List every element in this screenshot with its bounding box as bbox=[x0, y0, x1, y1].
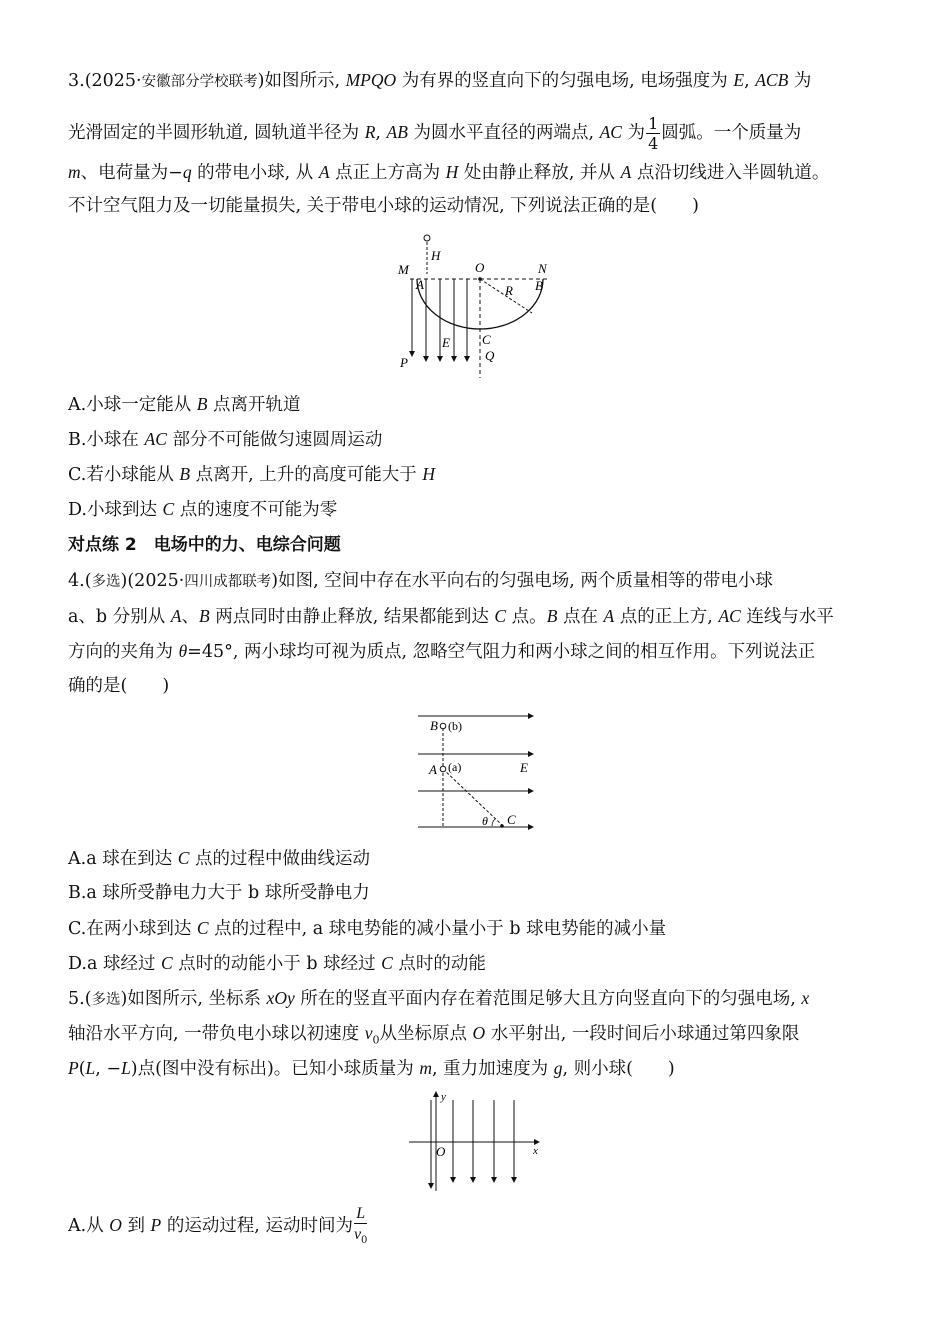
label-N: N bbox=[538, 261, 547, 276]
fraction-one-quarter: $\frac{1}{4}$ bbox=[648, 113, 659, 153]
label-x: x bbox=[533, 1145, 538, 1157]
q3-option-a: A.小球一定能从 B 点离开轨道 bbox=[68, 394, 301, 415]
label-E: E bbox=[520, 760, 528, 775]
q4-line-3: 方向的夹角为 θ=45°, 两小球均可视为质点, 忽略空气阻力和两小球之间的相互作用。下列说法正 bbox=[68, 641, 816, 662]
q5-line-1: 5.(多选)如图所示, 坐标系 xOy 所在的竖直平面内存在着范围足够大且方向竖直向下的匀强电场, x bbox=[68, 988, 810, 1009]
q4-horizontal-field-diagram bbox=[414, 708, 539, 836]
label-M: M bbox=[398, 262, 409, 277]
q4-option-d: D.a 球经过 C 点时的动能小于 b 球经过 C 点时的动能 bbox=[68, 953, 486, 974]
label-P: P bbox=[400, 355, 408, 370]
q4-line-1: 4.(多选)(2025·四川成都联考)如图, 空间中存在水平向右的匀强电场, 两个质量相等的带电小球 bbox=[68, 571, 773, 591]
center-point bbox=[478, 277, 482, 281]
ball-icon bbox=[424, 235, 430, 241]
label-H: H bbox=[431, 248, 441, 263]
label-A: A bbox=[429, 762, 437, 777]
q4-option-b: B.a 球所受静电力大于 b 球所受静电力 bbox=[68, 883, 370, 903]
q4-option-a: A.a 球在到达 C 点的过程中做曲线运动 bbox=[68, 848, 371, 869]
ac-dashed-line bbox=[443, 769, 502, 825]
label-B: B bbox=[535, 278, 543, 293]
label-C: C bbox=[507, 812, 516, 827]
label-Q: Q bbox=[485, 348, 495, 363]
label-R: R bbox=[505, 283, 513, 298]
q4-line-2: a、b 分别从 A、B 两点同时由静止释放, 结果都能到达 C 点。B 点在 A 点的正上方, AC 连线与水平 bbox=[68, 606, 834, 627]
ball-b-icon bbox=[440, 723, 446, 729]
q5-option-a: A.从 O 到 P 的运动过程, 运动时间为 $\frac{L}{v_0}$ bbox=[68, 1205, 368, 1247]
section-heading: 对点练 2 电场中的力、电综合问题 bbox=[68, 535, 341, 555]
q3-option-d: D.小球到达 C 点的速度不可能为零 bbox=[68, 499, 338, 520]
q3-line-3: m、电荷量为−q 的带电小球, 从 A 点正上方高为 H 处由静止释放, 并从 A 点沿切线进入半圆轨道。 bbox=[68, 162, 830, 183]
label-O: O bbox=[436, 1144, 446, 1159]
q3-option-b: B.小球在 AC 部分不可能做匀速圆周运动 bbox=[68, 429, 383, 450]
fraction-l-over-v0: $\frac{L}{v_0}$ bbox=[353, 1205, 368, 1247]
label-y: y bbox=[441, 1091, 446, 1103]
label-theta: θ bbox=[482, 814, 488, 828]
q3-line-4: 不计空气阻力及一切能量损失, 关于带电小球的运动情况, 下列说法正确的是( ) bbox=[68, 196, 699, 216]
q4-line-4: 确的是( ) bbox=[68, 676, 170, 696]
label-b: (b) bbox=[448, 719, 462, 733]
q3-field-track-diagram bbox=[390, 228, 565, 380]
label-E: E bbox=[442, 335, 450, 350]
q5-line-3: P(L, −L)点(图中没有标出)。已知小球质量为 m, 重力加速度为 g, 则小球( ) bbox=[68, 1058, 675, 1079]
q5-coordinate-field-diagram bbox=[405, 1088, 545, 1193]
label-a: (a) bbox=[448, 760, 462, 774]
label-C: C bbox=[482, 332, 491, 347]
q3-option-c: C.若小球能从 B 点离开, 上升的高度可能大于 H bbox=[68, 464, 436, 485]
point-c bbox=[500, 824, 504, 828]
q4-option-c: C.在两小球到达 C 点的过程中, a 球电势能的减小量小于 b 球电势能的减小量 bbox=[68, 918, 667, 939]
q3-line-2: 光滑固定的半圆形轨道, 圆轨道半径为 R, AB 为圆水平直径的两端点, AC 为 $\frac{1}{4}$ 圆弧。一个质量为 bbox=[68, 113, 802, 153]
q3-line-1: 3.(2025·安徽部分学校联考)如图所示, MPQO 为有界的竖直向下的匀强电场, 电场强度为 E, ACB 为 bbox=[68, 70, 812, 91]
q5-line-2: 轴沿水平方向, 一带负电小球以初速度 $v_0$从坐标原点 O 水平射出, 一段时间后小球通过第四象限 bbox=[68, 1023, 800, 1047]
angle-arc bbox=[492, 819, 495, 826]
label-B: B bbox=[430, 718, 438, 733]
label-O: O bbox=[475, 260, 485, 275]
ball-a-icon bbox=[440, 766, 446, 772]
label-A: A bbox=[416, 277, 424, 292]
